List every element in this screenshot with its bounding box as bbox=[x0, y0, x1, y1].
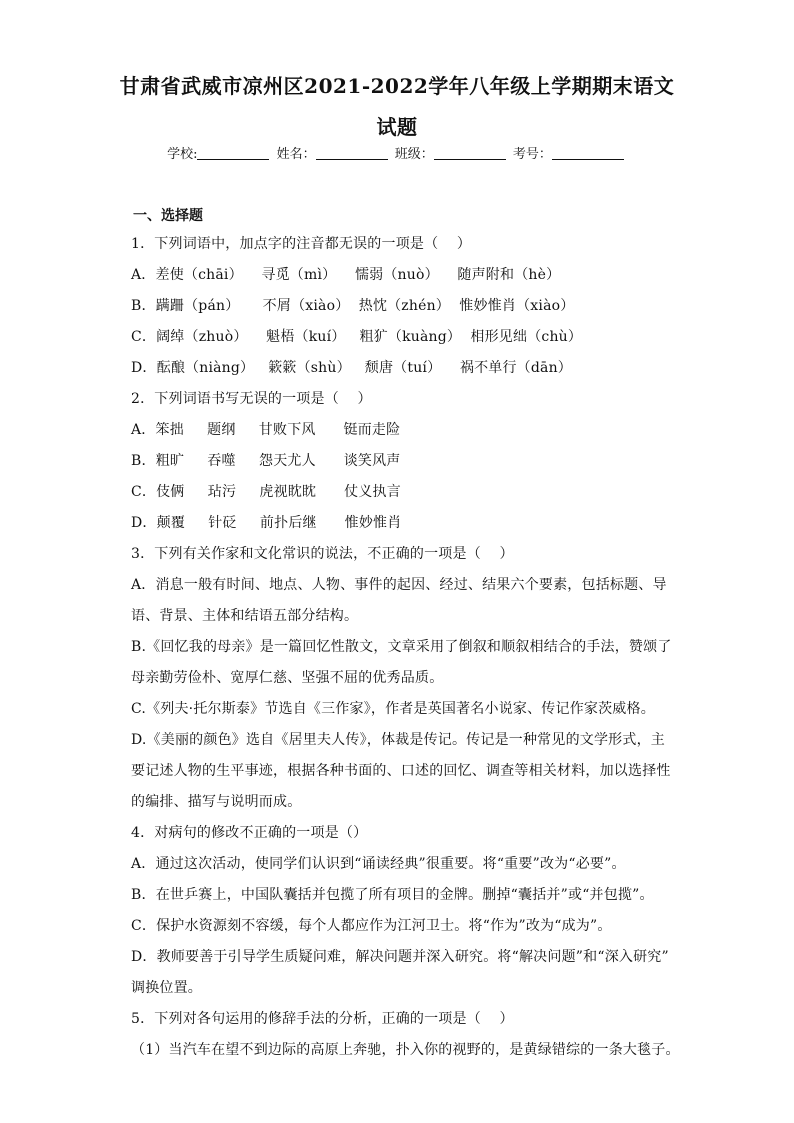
name-blank bbox=[316, 147, 388, 160]
question-text-line: D．颠覆 针砭 前扑后继 惟妙惟肖 bbox=[131, 515, 402, 531]
exam-title-line-2: 试题 bbox=[376, 115, 418, 139]
question-text-line: 的编排、描写与说明而成。 bbox=[131, 794, 302, 810]
class-label: 班级： bbox=[394, 147, 434, 162]
question-text-line: B．在世乒赛上，中国队囊括并包揽了所有项目的金牌。删掉“囊括并”或“并包揽”。 bbox=[131, 887, 654, 903]
exam-title-line-1: 甘肃省武威市凉州区2021-2022学年八年级上学期期末语文 bbox=[119, 74, 675, 98]
question-stem: 2．下列词语书写无误的一项是（ ） bbox=[131, 391, 372, 407]
question-stem: 4．对病句的修改不正确的一项是（） bbox=[131, 825, 368, 841]
school-label: 学校: bbox=[167, 147, 198, 162]
question-text-line: C．保护水资源刻不容缓，每个人都应作为江河卫士。将“作为”改为“成为”。 bbox=[131, 918, 612, 934]
question-text-line: 调换位置。 bbox=[131, 980, 202, 996]
question-text-line: 母亲勤劳俭朴、宽厚仁慈、坚强不屈的优秀品质。 bbox=[131, 670, 444, 686]
question-text-line: A．消息一般有时间、地点、人物、事件的起因、经过、结果六个要素，包括标题、导 bbox=[131, 577, 667, 593]
question-text-line: D．教师要善于引导学生质疑问难，解决问题并深入研究。将“解决问题”和“深入研究” bbox=[131, 949, 669, 965]
question-stem: 5．下列对各句运用的修辞手法的分析，正确的一项是（ ） bbox=[131, 1011, 514, 1027]
question-text-line: 语、背景、主体和结语五部分结构。 bbox=[131, 608, 359, 624]
student-info-row bbox=[0, 143, 794, 162]
name-label: 姓名： bbox=[276, 147, 316, 162]
class-blank bbox=[434, 147, 506, 160]
question-text-line: A．通过这次活动，使同学们认识到“诵读经典”很重要。将“重要”改为“必要”。 bbox=[131, 856, 626, 872]
question-text-line: C．阔绰（zhuò） 魁梧（kuí） 粗犷（kuàng） 相形见绌（chù） bbox=[131, 329, 583, 345]
section-heading: 一、选择题 bbox=[133, 208, 203, 224]
question-text-line: A．差使（chāi） 寻觅（mì） 懦弱（nuò） 随声附和（hè） bbox=[131, 267, 561, 283]
question-text-line: （1）当汽车在望不到边际的高原上奔驰，扑入你的视野的，是黄绿错综的一条大毯子。 bbox=[131, 1042, 680, 1058]
question-body bbox=[131, 232, 680, 1069]
exam-number-blank bbox=[552, 147, 624, 160]
question-text-line: B.《回忆我的母亲》是一篇回忆性散文，文章采用了倒叙和顺叙相结合的手法，赞颂了 bbox=[131, 639, 672, 655]
exam-number-label: 考号： bbox=[512, 147, 552, 162]
question-text-line: D.《美丽的颜色》选自《居里夫人传》，体裁是传记。传记是一种常见的文学形式，主 bbox=[131, 732, 665, 748]
question-text-line: 要记述人物的生平事迹，根据各种书面的、口述的回忆、调查等相关材料，加以选择性 bbox=[131, 763, 671, 779]
question-text-line: B．粗旷 吞噬 怨天尤人 谈笑风声 bbox=[131, 453, 401, 469]
question-text-line: B．蹒跚（pán） 不屑（xiào） 热忱（zhén） 惟妙惟肖（xiào） bbox=[131, 298, 575, 314]
question-stem: 3．下列有关作家和文化常识的说法，不正确的一项是（ ） bbox=[131, 546, 514, 562]
question-text-line: D．酝酿（niàng） 簌簌（shù） 颓唐（tuí） 祸不单行（dān） bbox=[131, 360, 573, 376]
school-blank bbox=[197, 147, 269, 160]
question-text-line: A．笨拙 题纲 甘败下风 铤而走险 bbox=[131, 422, 401, 438]
question-text-line: C．伎俩 玷污 虎视眈眈 仗义执言 bbox=[131, 484, 401, 500]
question-text-line: C.《列夫·托尔斯泰》节选自《三作家》，作者是英国著名小说家、传记作家茨威格。 bbox=[131, 701, 655, 717]
question-stem: 1．下列词语中，加点字的注音都无误的一项是（ ） bbox=[131, 236, 472, 252]
